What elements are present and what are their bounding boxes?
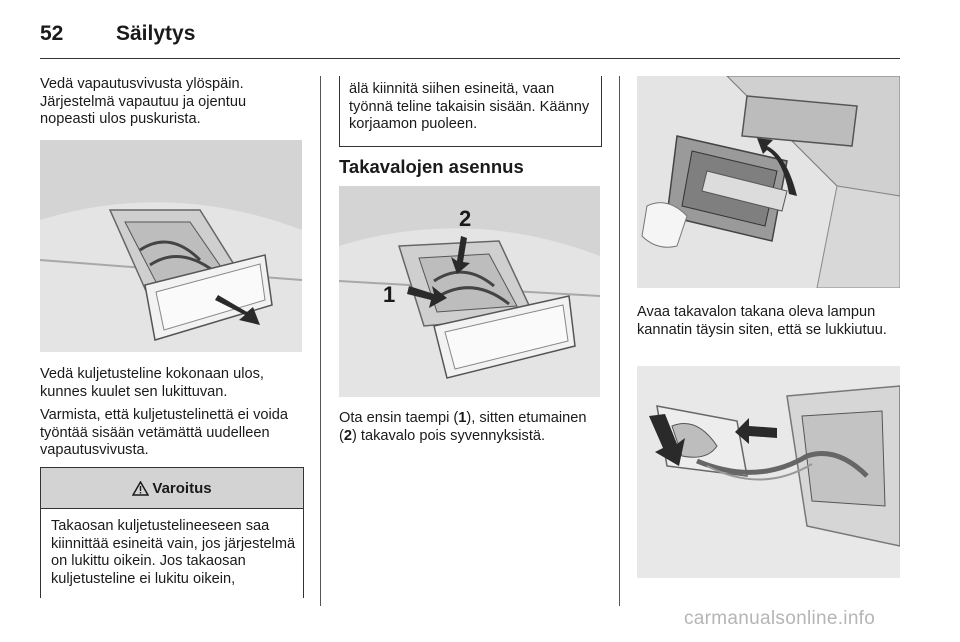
illustration-open-lamp-holder	[637, 76, 900, 288]
column-divider-2	[619, 76, 620, 606]
section-heading: Takavalojen asennus	[339, 156, 524, 177]
illustration-lock-lamp-holder	[637, 366, 900, 578]
instruction-paragraph-2: Vedä kuljetusteline kokonaan ulos, kunnes kuulet sen lukittuvan.	[40, 366, 264, 400]
caption-number-2: 2	[343, 427, 352, 444]
warning-title: Varoitus	[152, 479, 212, 497]
caption-part-mid: ), sitten etumainen (	[339, 410, 587, 444]
instruction-paragraph-1: Vedä vapautusvivusta ylöspäin. Järjestelmä vapautuu ja ojentuu nopeasti ulos puskurista.	[40, 76, 247, 127]
caption-number-1: 1	[458, 410, 467, 426]
warning-text-continued: älä kiinnitä siihen esineitä, vaan työnnä teline takaisin sisään. Käänny korjaamon puoleen.	[349, 81, 590, 132]
warning-text: Takaosan kuljetustelineeseen saa kiinnittää esineitä vain, jos järjestelmä on lukittu oikein. Jos takaosan kuljetusteline ei lukitu oikein,	[51, 518, 296, 587]
lamp-holder-open-drawing	[637, 76, 900, 288]
taillight-caption	[339, 410, 604, 445]
illustration-remove-taillights	[339, 186, 600, 397]
header-rule	[40, 58, 900, 59]
callout-2: 2	[459, 206, 472, 231]
illustration-pull-out-carrier	[40, 140, 302, 352]
warning-header	[41, 468, 303, 509]
page-number: 52	[40, 22, 64, 45]
instruction-paragraph-lamp: Avaa takavalon takana oleva lampun kannatin täysin siten, että se lukkiutuu.	[637, 304, 887, 338]
warning-box-continued	[339, 76, 602, 147]
caption-part-post: ) takavalo pois syvennyksistä.	[352, 427, 546, 444]
watermark: carmanualsonline.info	[684, 608, 876, 629]
instruction-paragraph-3: Varmista, että kuljetustelinettä ei voida työntää sisään vetämättä uudelleen vapautusvivusta.	[40, 407, 288, 458]
warning-triangle-icon	[132, 481, 149, 496]
caption-part-pre: Ota ensin taempi (	[339, 410, 459, 426]
warning-box	[40, 467, 304, 598]
carrier-pullout-drawing	[40, 140, 302, 352]
callout-1: 1	[383, 282, 396, 307]
page-title: Säilytys	[116, 22, 196, 45]
lamp-holder-lock-drawing	[637, 366, 900, 578]
column-divider-1	[320, 76, 321, 606]
